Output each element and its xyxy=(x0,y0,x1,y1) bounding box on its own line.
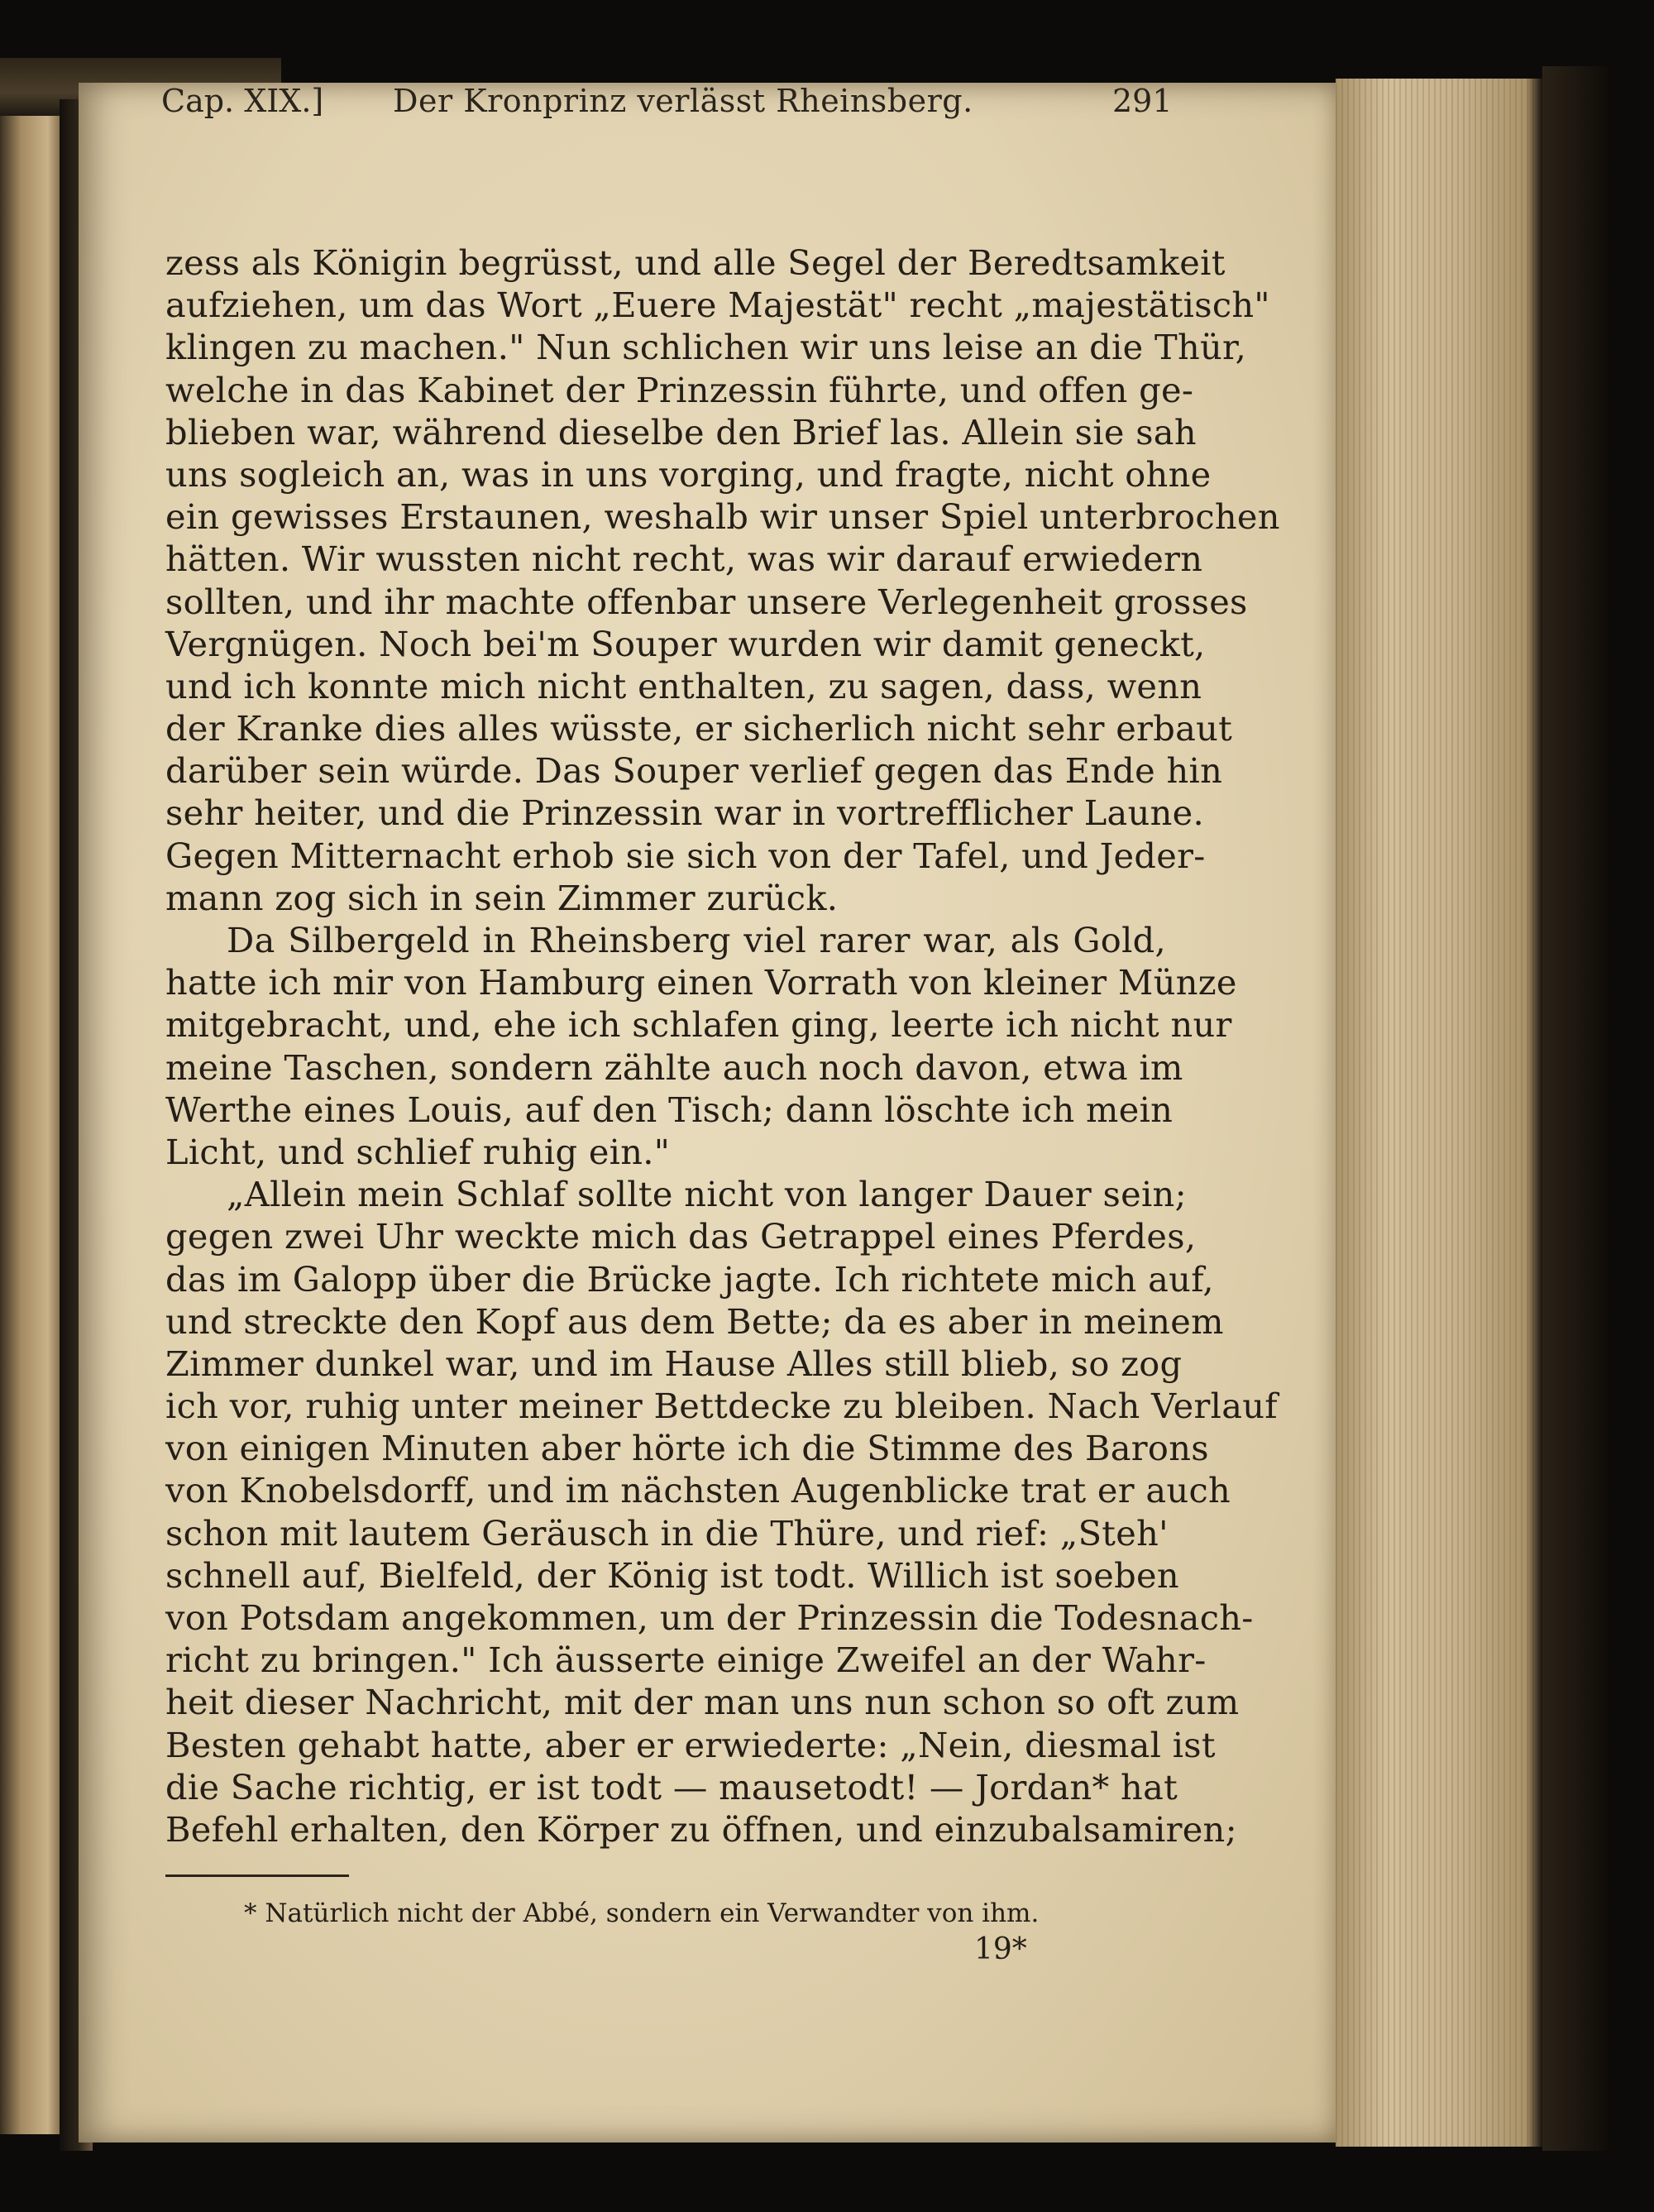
text-line: der Kranke dies alles wüsste, er sicherlich nicht sehr erbaut xyxy=(165,708,1233,749)
running-title: Der Kronprinz verlässt Rheinsberg. xyxy=(393,83,973,119)
text-line: meine Taschen, sondern zählte auch noch davon, etwa im xyxy=(165,1046,1183,1088)
text-line: Zimmer dunkel war, und im Hause Alles still blieb, so zog xyxy=(165,1343,1183,1384)
text-line: ich vor, ruhig unter meiner Bettdecke zu bleiben. Nach Verlauf xyxy=(165,1386,1278,1427)
text-line: hätten. Wir wussten nicht recht, was wir darauf erwiedern xyxy=(165,539,1203,580)
text-line: richt zu bringen." Ich äusserte einige Zweifel an der Wahr- xyxy=(165,1640,1207,1681)
text-line: sollten, und ihr machte offenbar unsere Verlegenheit grosses xyxy=(165,581,1248,622)
text-line: welche in das Kabinet der Prinzessin führte, und offen ge- xyxy=(165,369,1194,410)
text-line: sehr heiter, und die Prinzessin war in vortrefflicher Laune. xyxy=(165,792,1205,834)
left-page-edge xyxy=(0,116,60,2134)
text-line: Werthe eines Louis, auf den Tisch; dann löschte ich mein xyxy=(165,1089,1174,1130)
chapter-reference: Cap. XIX.] xyxy=(161,83,324,119)
text-line: aufziehen, um das Wort „Euere Majestät" recht „majestätisch" xyxy=(165,285,1270,326)
text-line: die Sache richtig, er ist todt — mausetodt! — Jordan* hat xyxy=(165,1766,1178,1807)
text-line: ein gewisses Erstaunen, weshalb wir unser Spiel unterbrochen xyxy=(165,496,1280,538)
text-line: von Knobelsdorff, und im nächsten Augenblicke trat er auch xyxy=(165,1470,1231,1511)
text-line: von einigen Minuten aber hörte ich die Stimme des Barons xyxy=(165,1428,1209,1469)
text-line: uns sogleich an, was in uns vorging, und fragte, nicht ohne xyxy=(165,453,1212,495)
text-line: hatte ich mir von Hamburg einen Vorrath von kleiner Münze xyxy=(165,962,1237,1003)
text-line: zess als Königin begrüsst, und alle Segel der Beredtsamkeit xyxy=(165,242,1226,283)
text-line: klingen zu machen." Nun schlichen wir uns leise an die Thür, xyxy=(165,327,1247,368)
footnote-rule xyxy=(165,1874,349,1877)
footnote: * Natürlich nicht der Abbé, sondern ein Verwandter von ihm. xyxy=(244,1898,1040,1928)
text-line: Vergnügen. Noch bei'm Souper wurden wir damit geneckt, xyxy=(165,623,1206,664)
text-line: darüber sein würde. Das Souper verlief gegen das Ende hin xyxy=(165,750,1223,792)
text-line: mann zog sich in sein Zimmer zurück. xyxy=(165,877,839,918)
text-line: und streckte den Kopf aus dem Bette; da es aber in meinem xyxy=(165,1300,1224,1342)
running-head xyxy=(83,83,1173,141)
signature-mark: 19* xyxy=(974,1932,1027,1966)
text-line: mitgebracht, und, ehe ich schlafen ging, leerte ich nicht nur xyxy=(165,1004,1232,1046)
text-line: von Potsdam angekommen, um der Prinzessin die Todesnach- xyxy=(165,1597,1254,1638)
book-cover-edge xyxy=(1542,66,1609,2151)
text-line: heit dieser Nachricht, mit der man uns nun schon so oft zum xyxy=(165,1682,1240,1723)
text-line: Gegen Mitternacht erhob sie sich von der Tafel, und Jeder- xyxy=(165,835,1206,876)
text-line: das im Galopp über die Brücke jagte. Ich richtete mich auf, xyxy=(165,1258,1214,1300)
text-line: Da Silbergeld in Rheinsberg viel rarer war, als Gold, xyxy=(227,920,1166,960)
text-line: Licht, und schlief ruhig ein." xyxy=(165,1131,671,1172)
text-line: blieben war, während dieselbe den Brief las. Allein sie sah xyxy=(165,411,1197,452)
body-text xyxy=(165,242,1280,1851)
text-line: schon mit lautem Geräusch in die Thüre, und rief: „Steh' xyxy=(165,1512,1169,1554)
text-line: „Allein mein Schlaf sollte nicht von langer Dauer sein; xyxy=(227,1174,1187,1215)
text-line: Besten gehabt hatte, aber er erwiederte: „Nein, diesmal ist xyxy=(165,1724,1216,1765)
page-number: 291 xyxy=(1112,83,1173,119)
text-line: gegen zwei Uhr weckte mich das Getrappel eines Pferdes, xyxy=(165,1216,1197,1257)
text-line: schnell auf, Bielfeld, der König ist todt. Willich ist soeben xyxy=(165,1554,1179,1596)
text-line: Befehl erhalten, den Körper zu öffnen, und einzubalsamiren; xyxy=(165,1808,1237,1850)
page-edges-block xyxy=(1336,79,1542,2147)
text-line: und ich konnte mich nicht enthalten, zu sagen, dass, wenn xyxy=(165,665,1202,706)
